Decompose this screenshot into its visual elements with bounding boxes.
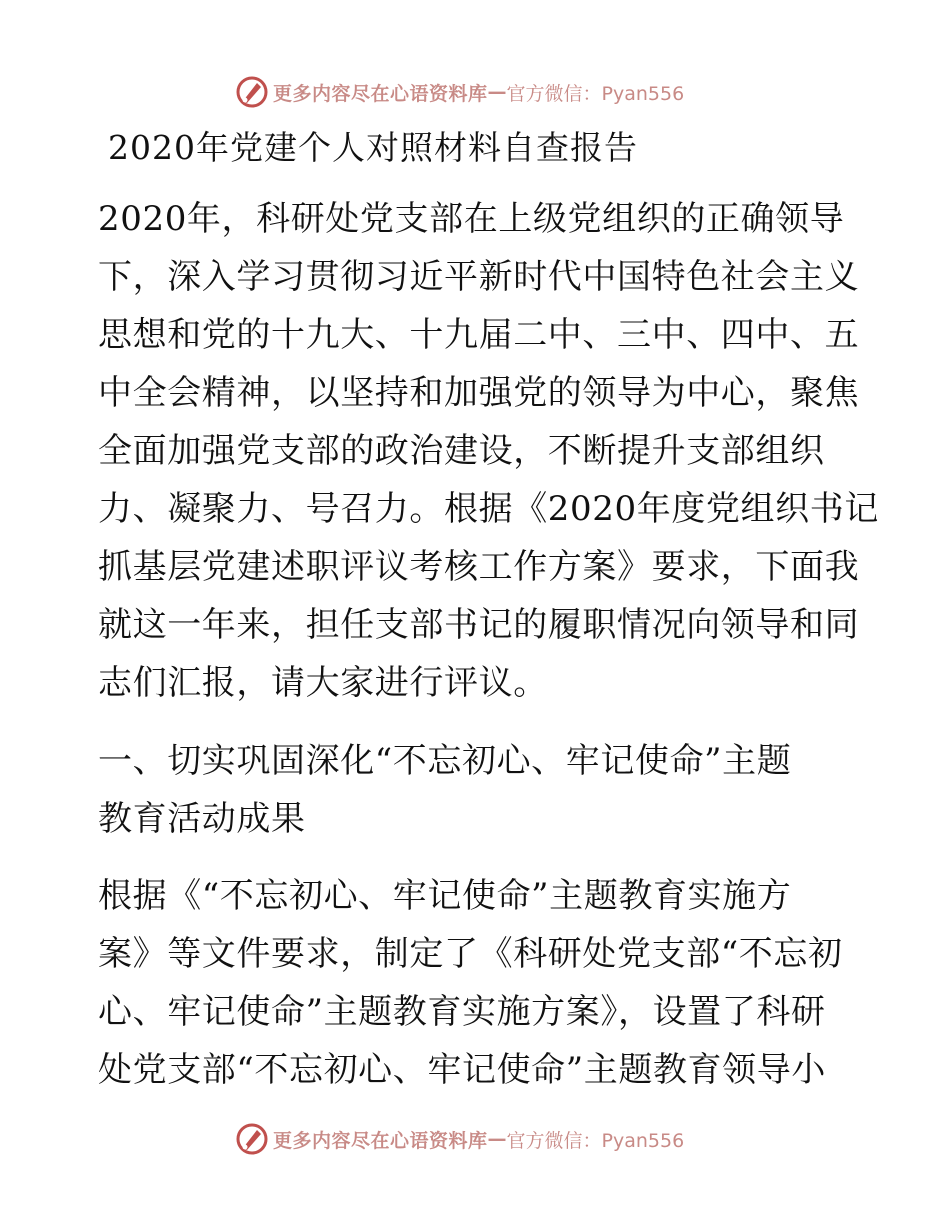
paragraph-line: 处党支部“不忘初心、牢记使命”主题教育领导小 (98, 1050, 826, 1090)
paragraph-line: 2020年，科研处党支部在上级党组织的正确领导 (98, 199, 845, 239)
paragraph-line: 抓基层党建述职评议考核工作方案》要求，下面我 (98, 547, 860, 587)
paragraph-line: 案》等文件要求，制定了《科研处党支部“不忘初 (98, 934, 843, 974)
paragraph-line: 根据《“不忘初心、牢记使命”主题教育实施方 (98, 876, 792, 916)
watermark-separator: — (487, 1128, 507, 1150)
section-heading-line: 教育活动成果 (98, 799, 306, 839)
paragraph-line: 力、凝聚力、号召力。根据《2020年度党组织书记 (98, 489, 879, 529)
watermark-separator: — (487, 81, 507, 103)
paragraph-line: 心、牢记使命”主题教育实施方案》，设置了科研 (98, 992, 826, 1032)
footer-watermark (0, 1117, 950, 1161)
paragraph-line: 思想和党的十九大、十九届二中、三中、四中、五 (98, 315, 860, 355)
paragraph-line: 下，深入学习贯彻习近平新时代中国特色社会主义 (98, 257, 860, 297)
watermark-brand-text: 更多内容尽在心语资料库 (273, 82, 488, 105)
watermark-content (235, 74, 684, 110)
header-watermark (0, 70, 950, 114)
paragraph-line: 全面加强党支部的政治建设，不断提升支部组织 (98, 431, 825, 471)
quill-logo-icon (235, 1122, 269, 1156)
watermark-wechat-text: 官方微信：Pyan556 (506, 1129, 685, 1152)
section-heading-line: 一、切实巩固深化“不忘初心、牢记使命”主题 (98, 741, 792, 781)
watermark-brand-text: 更多内容尽在心语资料库 (273, 1129, 488, 1152)
paragraph-line: 志们汇报，请大家进行评议。 (98, 663, 548, 703)
watermark-wechat-text: 官方微信：Pyan556 (506, 82, 685, 105)
paragraph-line: 就这一年来，担任支部书记的履职情况向领导和同 (98, 605, 860, 645)
quill-logo-icon (235, 75, 269, 109)
watermark-content (235, 1121, 684, 1157)
document-title: 2020年党建个人对照材料自查报告 (108, 128, 638, 167)
paragraph-line: 中全会精神，以坚持和加强党的领导为中心，聚焦 (98, 373, 860, 413)
